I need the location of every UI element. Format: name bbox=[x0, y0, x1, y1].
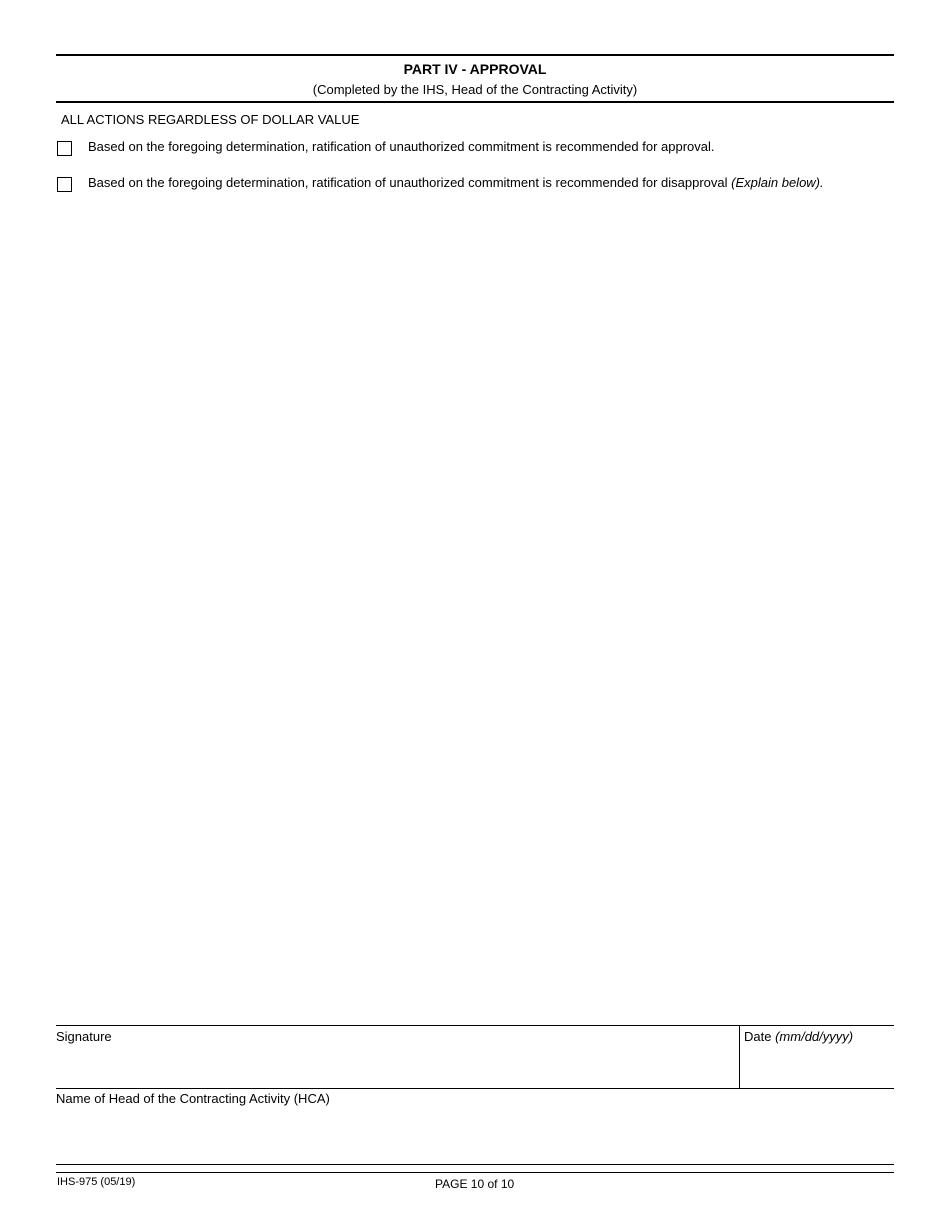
page-number: PAGE 10 of 10 bbox=[435, 1177, 515, 1191]
signature-date-divider bbox=[739, 1025, 740, 1088]
date-label-group bbox=[744, 1029, 853, 1044]
approval-option-text bbox=[88, 139, 715, 154]
section-label: ALL ACTIONS REGARDLESS OF DOLLAR VALUE bbox=[61, 112, 360, 127]
date-label: Date bbox=[744, 1029, 772, 1044]
disapproval-checkbox[interactable] bbox=[57, 177, 72, 192]
part-subtitle: (Completed by the IHS, Head of the Contracting Activity) bbox=[312, 82, 638, 97]
approval-checkbox[interactable] bbox=[57, 141, 72, 156]
part-title: PART IV - APPROVAL bbox=[403, 61, 547, 77]
part-top-rule bbox=[56, 54, 894, 56]
form-id: IHS-975 (05/19) bbox=[57, 1176, 136, 1188]
signature-field[interactable] bbox=[56, 1046, 738, 1086]
date-field[interactable] bbox=[741, 1046, 893, 1086]
name-top-rule bbox=[56, 1088, 894, 1089]
footer-rule-top bbox=[56, 1164, 894, 1165]
part-bottom-rule bbox=[56, 101, 894, 103]
hca-name-field[interactable] bbox=[56, 1110, 894, 1162]
signature-top-rule bbox=[56, 1025, 894, 1026]
disapproval-option-note: (Explain below). bbox=[731, 175, 824, 190]
explanation-area[interactable] bbox=[56, 205, 894, 1015]
date-format-hint: (mm/dd/yyyy) bbox=[775, 1029, 854, 1044]
footer-rule-bottom bbox=[56, 1172, 894, 1173]
signature-label: Signature bbox=[56, 1029, 112, 1044]
hca-name-label: Name of Head of the Contracting Activity (HCA) bbox=[56, 1091, 330, 1106]
disapproval-option-label: Based on the foregoing determination, ratification of unauthorized commitment is recommended for disapproval bbox=[88, 175, 728, 190]
approval-option-label: Based on the foregoing determination, ratification of unauthorized commitment is recommended for approval. bbox=[88, 139, 715, 154]
disapproval-option-text bbox=[88, 175, 824, 190]
